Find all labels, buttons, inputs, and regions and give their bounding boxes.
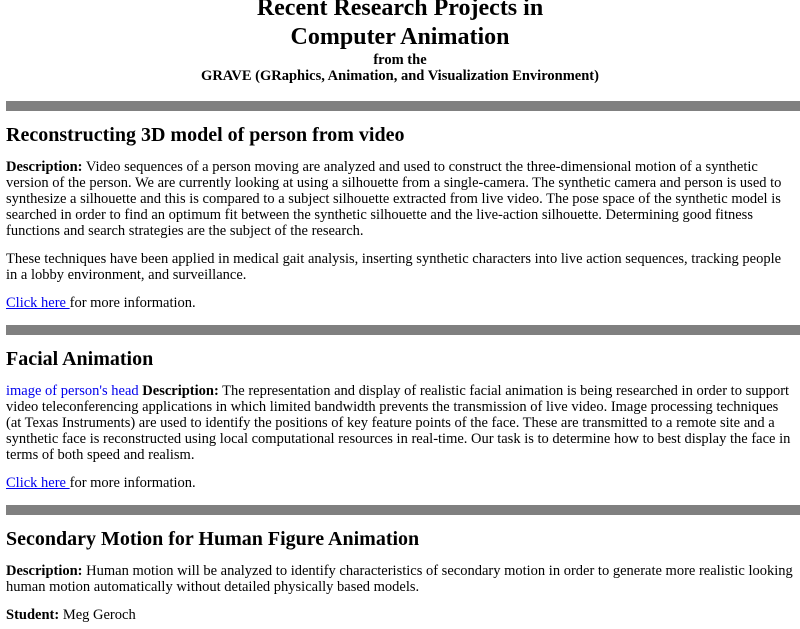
page-subtitle-from: from the <box>373 52 427 68</box>
section-title: Reconstructing 3D model of person from video <box>6 124 405 146</box>
more-info-text: for more information. <box>69 475 196 491</box>
description-label: Description: <box>6 563 83 579</box>
section-description <box>6 159 794 239</box>
student-label: Student: <box>6 607 60 623</box>
section-description <box>6 563 794 595</box>
page-subtitle-org: GRAVE (GRaphics, Animation, and Visualization Environment) <box>201 68 599 84</box>
horizontal-rule <box>6 101 800 111</box>
page-header <box>0 0 800 84</box>
more-info-line <box>6 475 794 491</box>
section-secondary-motion <box>0 527 800 623</box>
more-info-text: for more information. <box>69 295 196 311</box>
horizontal-rule <box>6 325 800 335</box>
page-title-line2: Computer Animation <box>290 24 510 50</box>
section-paragraph: These techniques have been applied in medical gait analysis, inserting synthetic characters into live action sequences, tracking people in a lobby environment, and surveillance. <box>6 251 782 283</box>
student-name: Meg Geroch <box>59 607 136 623</box>
click-here-link[interactable]: Click here <box>6 295 70 311</box>
more-info-line <box>6 295 794 311</box>
student-line <box>6 607 794 623</box>
description-text: Video sequences of a person moving are analyzed and used to construct the three-dimensional motion of a synthetic version of the person. We are currently looking at using a silhouette from a single-camera. The synthetic camera and person is used to synthesize a silhouette and this is compared to a subject silhouette extracted from live video. The pose space of the synthetic model is searched in order to find an optimum fit between the synthetic silhouette and the live-action silhouette. Determining good fitness functions and search strategies are the subject of the research. <box>6 159 782 239</box>
person-head-image-link[interactable]: image of person's head <box>6 383 143 399</box>
section-reconstructing <box>0 123 800 311</box>
horizontal-rule <box>6 505 800 515</box>
page-title-line1: Recent Research Projects in <box>256 0 544 21</box>
section-description <box>6 383 794 463</box>
description-text: The representation and display of realistic facial animation is being researched in order to support video teleconferencing applications in which limited bandwidth prevents the transmission of live video. Image processing techniques (at Texas Instruments) are used to identify the positions of key feature points of the face. These are transmitted to a remote site and a synthetic face is reconstructed using local computational resources in real-time. Our task is to determine how to best display the face in terms of both speed and realism. <box>6 383 791 463</box>
description-label: Description: <box>6 159 83 175</box>
section-title: Secondary Motion for Human Figure Animation <box>6 528 420 550</box>
description-label: Description: <box>142 383 219 399</box>
description-text: Human motion will be analyzed to identify characteristics of secondary motion in order to generate more realistic looking human motion automatically without detailed physically based models. <box>6 563 793 595</box>
click-here-link[interactable]: Click here <box>6 475 70 491</box>
section-facial-animation <box>0 347 800 491</box>
section-title: Facial Animation <box>6 348 154 370</box>
